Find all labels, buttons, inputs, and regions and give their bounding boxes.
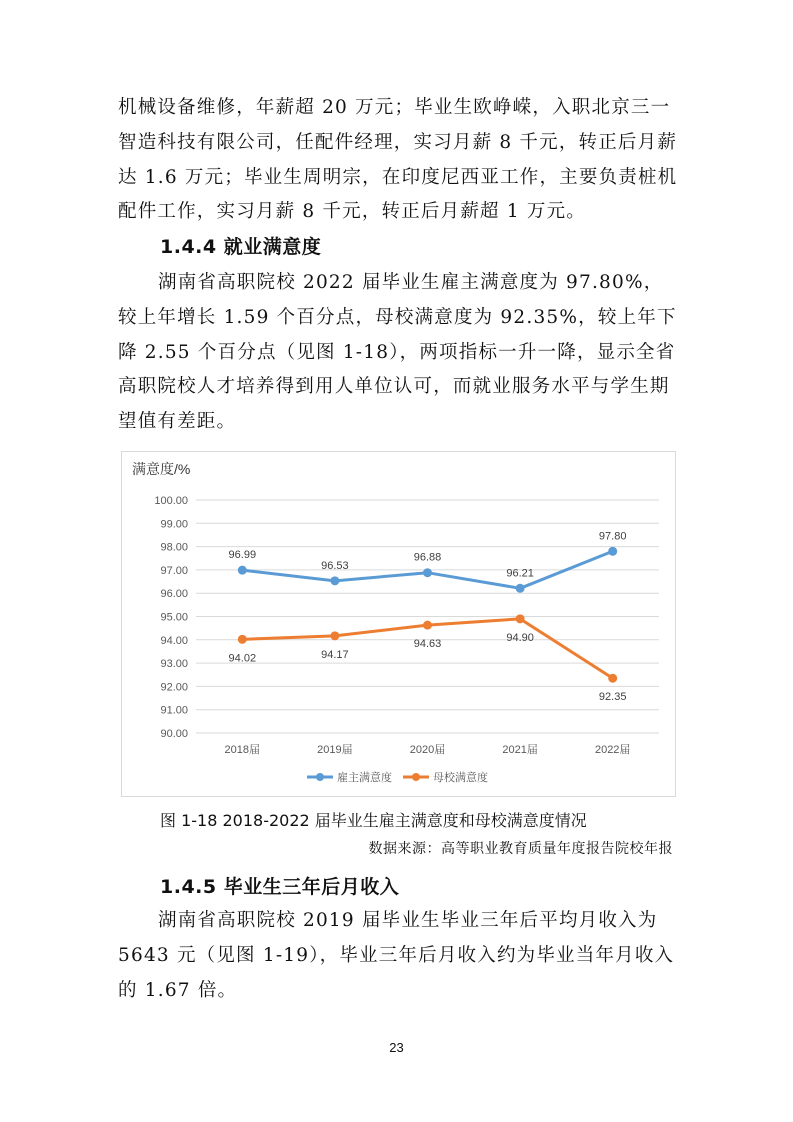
y-tick-label: 95.00 — [160, 611, 188, 624]
satisfaction-paragraph: 湖南省高职院校 2022 届毕业生雇主满意度为 97.80%，较上年增长 1.59 个百分点，母校满意度为 92.35%，较上年下降 2.55 个百分点（见图 1-18），两项指标一升一降，显示全省高职院校人才培养得到用人单位认可，而就业服务水平与学生期望值有差距。 — [118, 272, 677, 433]
data-point — [423, 621, 432, 630]
data-point — [330, 631, 339, 640]
data-point — [608, 547, 617, 556]
legend-label: 母校满意度 — [433, 772, 488, 784]
data-source: 数据来源：高等职业教育质量年度报告院校年报 — [368, 841, 673, 857]
data-label: 96.53 — [321, 559, 349, 572]
data-point — [330, 576, 339, 585]
data-point — [423, 568, 432, 577]
y-tick-label: 92.00 — [160, 681, 188, 694]
data-point — [516, 614, 525, 623]
x-tick-label: 2019届 — [317, 744, 353, 756]
x-tick-label: 2022届 — [594, 744, 631, 756]
chart-frame — [121, 451, 676, 797]
page-number: 23 — [389, 1040, 404, 1055]
data-label: 94.63 — [413, 638, 442, 651]
y-tick-label: 90.00 — [160, 728, 188, 740]
y-tick-label: 91.00 — [160, 704, 188, 717]
x-tick-label: 2021届 — [502, 744, 538, 756]
y-tick-label: 94.00 — [160, 634, 188, 647]
y-axis-label: 满意度/% — [132, 461, 191, 477]
data-point — [608, 674, 617, 683]
data-label: 96.99 — [228, 549, 257, 562]
y-tick-label: 96.00 — [160, 588, 188, 601]
figure-caption: 图 1-18 2018-2022 届毕业生雇主满意度和母校满意度情况 — [160, 811, 587, 830]
data-label: 94.02 — [228, 652, 257, 665]
data-label: 96.21 — [506, 567, 534, 580]
data-point — [238, 566, 247, 575]
data-label: 94.90 — [506, 631, 534, 644]
x-tick-label: 2020届 — [409, 744, 446, 756]
y-tick-label: 100.00 — [154, 495, 188, 507]
intro-paragraph: 机械设备维修，年薪超 20 万元；毕业生欧峥嵘，入职北京三一智造科技有限公司，任配件经理，实习月薪 8 千元，转正后月薪达 1.6 万元；毕业生周明宗，在印度尼西亚工作，主要负责桩机配件工作，实习月薪 8 千元，转正后月薪超 1 万元。 — [118, 97, 678, 223]
data-label: 94.17 — [321, 648, 349, 661]
legend-marker — [412, 773, 420, 781]
data-label: 96.88 — [413, 551, 442, 564]
income-paragraph: 湖南省高职院校 2019 届毕业生毕业三年后平均月收入为 5643 元（见图 1-19），毕业三年后月收入约为毕业当年月收入的 1.67 倍。 — [118, 910, 675, 1001]
section-heading-1-4-4: 1.4.4 就业满意度 — [160, 236, 322, 258]
data-point — [516, 584, 525, 593]
section-heading-1-4-5: 1.4.5 毕业生三年后月收入 — [160, 876, 400, 898]
y-tick-label: 99.00 — [160, 518, 188, 531]
y-tick-label: 97.00 — [160, 564, 188, 577]
data-point — [238, 635, 247, 644]
legend-marker — [316, 773, 324, 781]
data-label: 92.35 — [598, 691, 627, 704]
satisfaction-line-chart — [122, 452, 675, 796]
y-tick-label: 93.00 — [160, 658, 188, 671]
legend-label: 雇主满意度 — [337, 772, 392, 784]
x-tick-label: 2018届 — [224, 744, 261, 756]
y-tick-label: 98.00 — [160, 541, 188, 554]
data-label: 97.80 — [598, 530, 627, 543]
